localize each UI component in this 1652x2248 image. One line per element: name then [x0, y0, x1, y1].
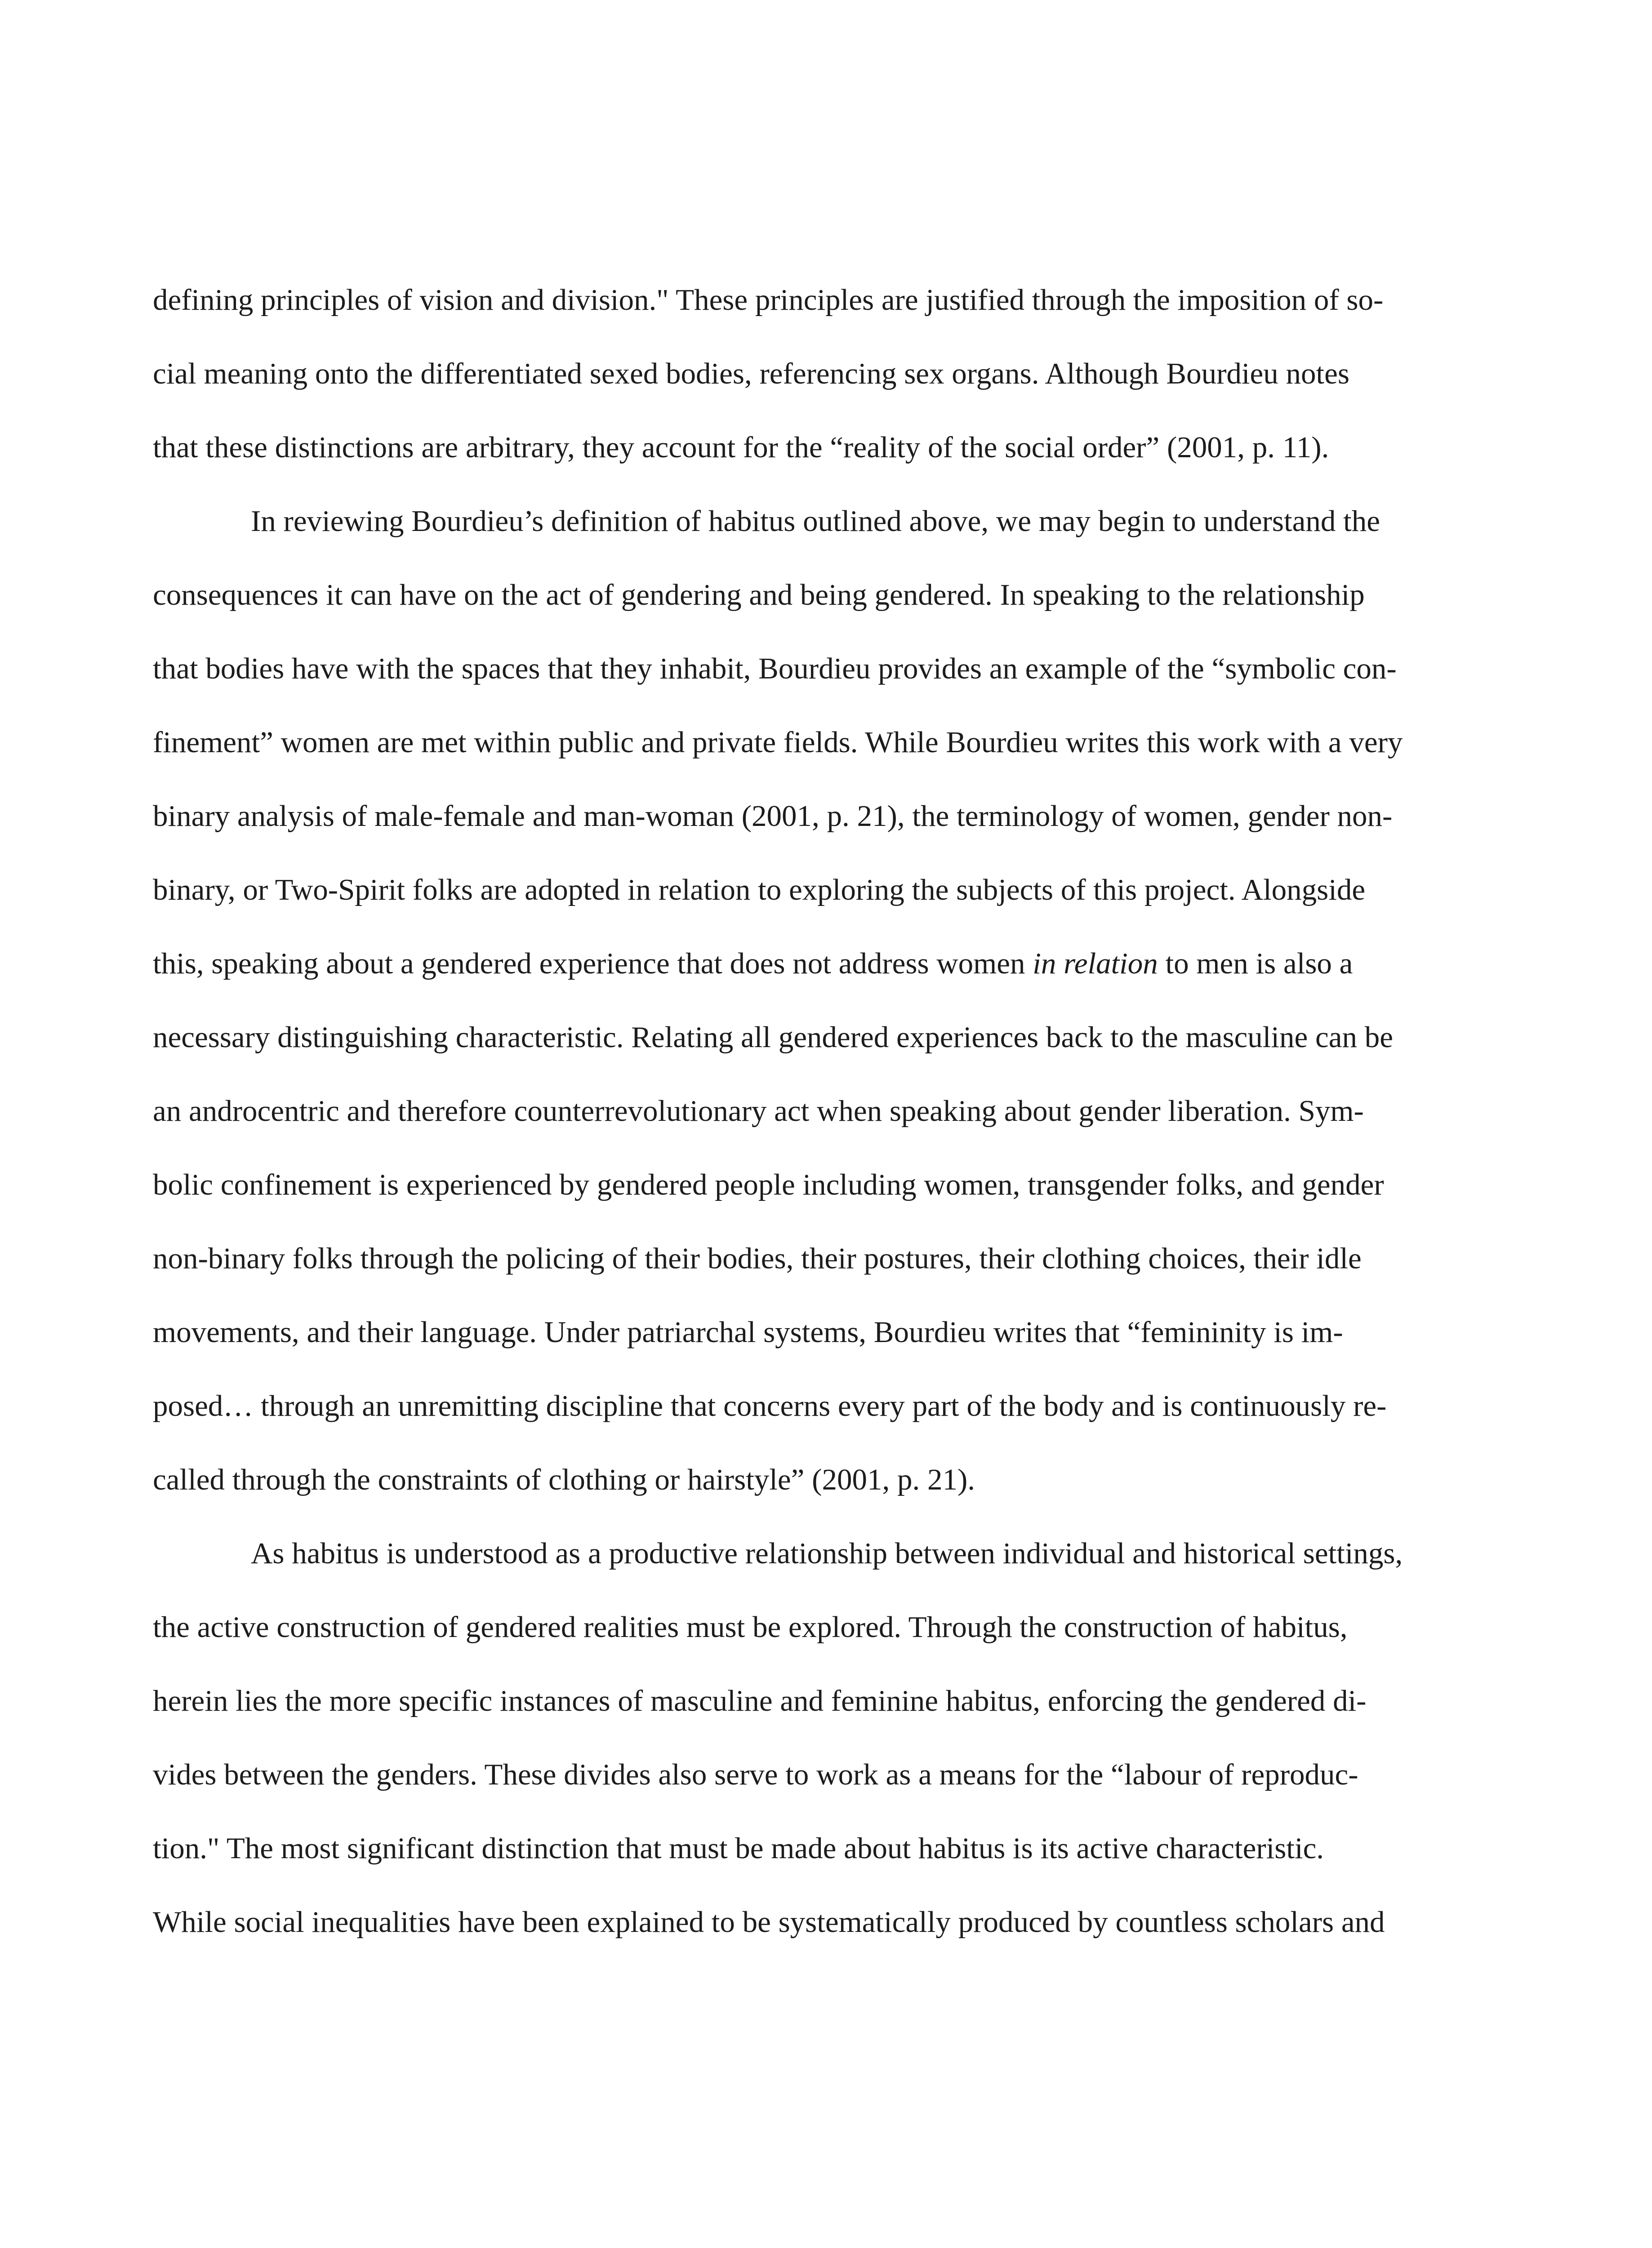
text-line: binary, or Two-Spirit folks are adopted in relation to exploring the subjects of this project. Alongside	[153, 873, 1366, 906]
text-line: an androcentric and therefore counterrevolutionary act when speaking about gender liberation. Sym-	[153, 1094, 1364, 1128]
text-line: non-binary folks through the policing of their bodies, their postures, their clothing choices, their idle	[153, 1242, 1362, 1275]
text-line	[153, 943, 1353, 984]
paragraph-first-line: As habitus is understood as a productive relationship between individual and historical settings,	[251, 1537, 1403, 1570]
text-line: defining principles of vision and division." These principles are justified through the imposition of so-	[153, 283, 1384, 317]
text-line: consequences it can have on the act of gendering and being gendered. In speaking to the relationship	[153, 578, 1365, 611]
italic-phrase: in relation	[1033, 947, 1158, 980]
text-line: tion." The most significant distinction that must be made about habitus is its active characteristic.	[153, 1832, 1324, 1865]
text-line: cial meaning onto the differentiated sexed bodies, referencing sex organs. Although Bourdieu notes	[153, 357, 1349, 390]
text-run: to men is also a	[1158, 947, 1353, 980]
text-line: bolic confinement is experienced by gendered people including women, transgender folks, and gender	[153, 1168, 1384, 1201]
text-line: While social inequalities have been explained to be systematically produced by countless scholars and	[153, 1905, 1385, 1939]
text-line: finement” women are met within public and private fields. While Bourdieu writes this work with a very	[153, 726, 1403, 759]
text-run: this, speaking about a gendered experience that does not address women	[153, 947, 1033, 980]
text-line: that bodies have with the spaces that they inhabit, Bourdieu provides an example of the “symbolic con-	[153, 652, 1397, 685]
text-line: binary analysis of male-female and man-woman (2001, p. 21), the terminology of women, gender non-	[153, 799, 1393, 833]
text-line: that these distinctions are arbitrary, they account for the “reality of the social order” (2001, p. 11).	[153, 431, 1329, 464]
text-line: herein lies the more specific instances of masculine and feminine habitus, enforcing the gendered di-	[153, 1684, 1367, 1717]
text-line: movements, and their language. Under patriarchal systems, Bourdieu writes that “femininity is im-	[153, 1316, 1343, 1349]
text-line: necessary distinguishing characteristic. Relating all gendered experiences back to the masculine can be	[153, 1021, 1393, 1054]
text-line: the active construction of gendered realities must be explored. Through the construction of habitus,	[153, 1610, 1348, 1644]
text-line: vides between the genders. These divides also serve to work as a means for the “labour of reproduc-	[153, 1758, 1358, 1791]
text-line: called through the constraints of clothing or hairstyle” (2001, p. 21).	[153, 1463, 975, 1496]
paragraph-first-line: In reviewing Bourdieu’s definition of habitus outlined above, we may begin to understand the	[251, 504, 1380, 538]
text-line: posed… through an unremitting discipline that concerns every part of the body and is continuously re-	[153, 1389, 1387, 1423]
